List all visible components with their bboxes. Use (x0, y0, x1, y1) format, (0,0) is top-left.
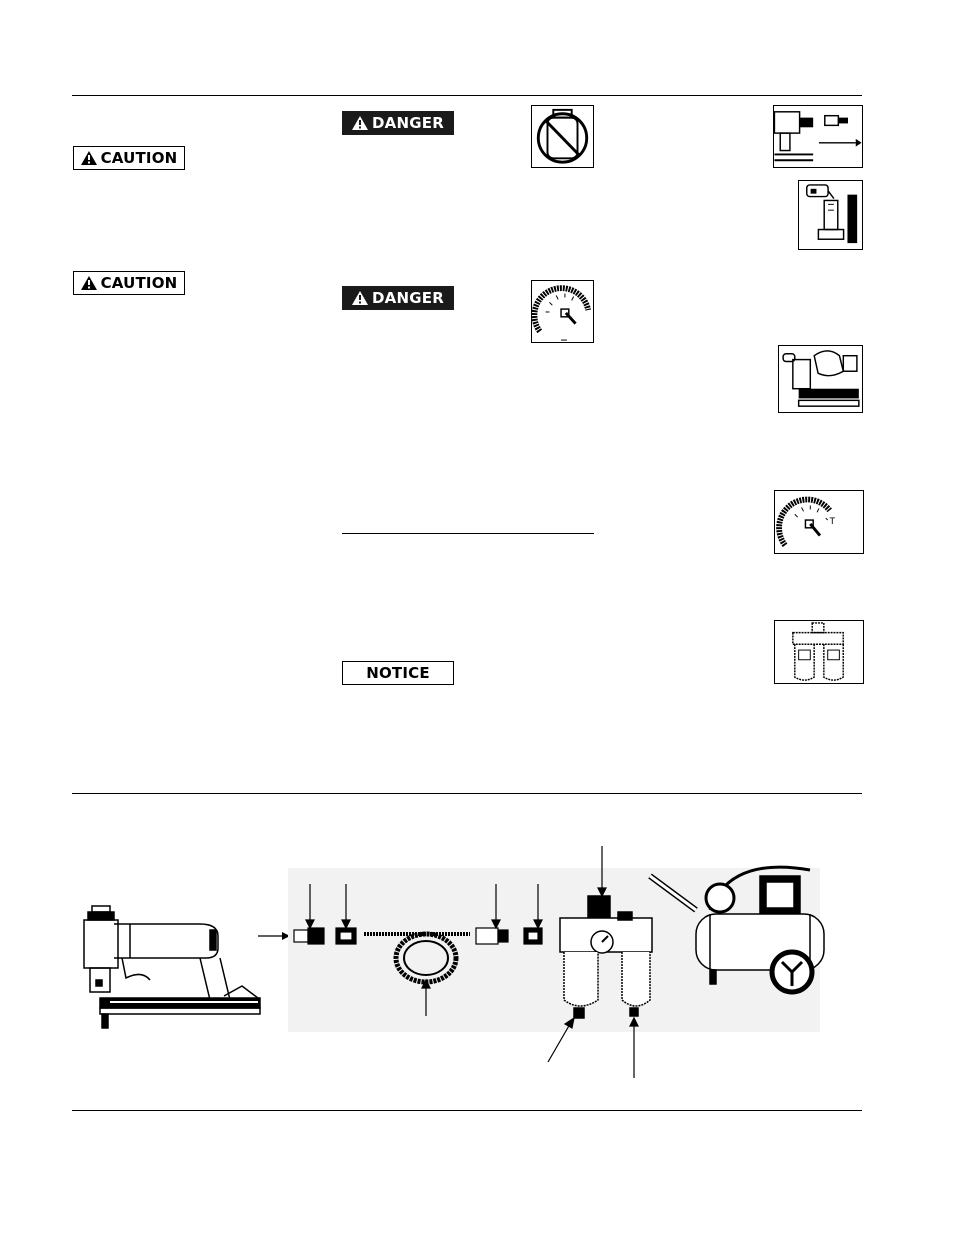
caution-label-text: CAUTION (100, 274, 178, 292)
stapler-tool-illustration (84, 906, 260, 1028)
male-plug-fitting-illustration (294, 928, 324, 944)
filter-lubricator-illustration (774, 620, 864, 684)
danger-label-text: DANGER (372, 114, 444, 132)
tool-coupler-disconnect-illustration (773, 105, 863, 168)
caution-label-text: CAUTION (100, 149, 178, 167)
warning-triangle-icon (81, 276, 97, 290)
no-oxygen-cylinder-icon (531, 105, 594, 168)
top-rule (72, 95, 862, 96)
air-system-diagram (70, 840, 830, 1085)
caution-label (73, 271, 185, 295)
warning-triangle-icon (352, 116, 368, 130)
notice-label (342, 661, 454, 685)
tool-oiling-illustration (798, 180, 863, 250)
notice-label-text: NOTICE (366, 664, 430, 682)
pressure-gauge-icon (531, 280, 594, 343)
regulator-coupler-illustration (524, 928, 542, 944)
middle-column-rule (342, 533, 594, 534)
tool-inlet-arrow (258, 932, 290, 940)
caution-label (73, 146, 185, 170)
danger-label-text: DANGER (372, 289, 444, 307)
warning-triangle-icon (81, 151, 97, 165)
regulator-gauge-illustration (774, 490, 864, 554)
bottom-rule (72, 1110, 862, 1111)
section-rule (72, 793, 862, 794)
hand-on-tool-illustration (778, 345, 863, 413)
svg-text:T: T (829, 516, 835, 527)
danger-label (342, 111, 454, 135)
coupler-fitting-illustration (336, 928, 356, 944)
hose-end-fitting-illustration (476, 928, 508, 944)
warning-triangle-icon (352, 291, 368, 305)
danger-label (342, 286, 454, 310)
